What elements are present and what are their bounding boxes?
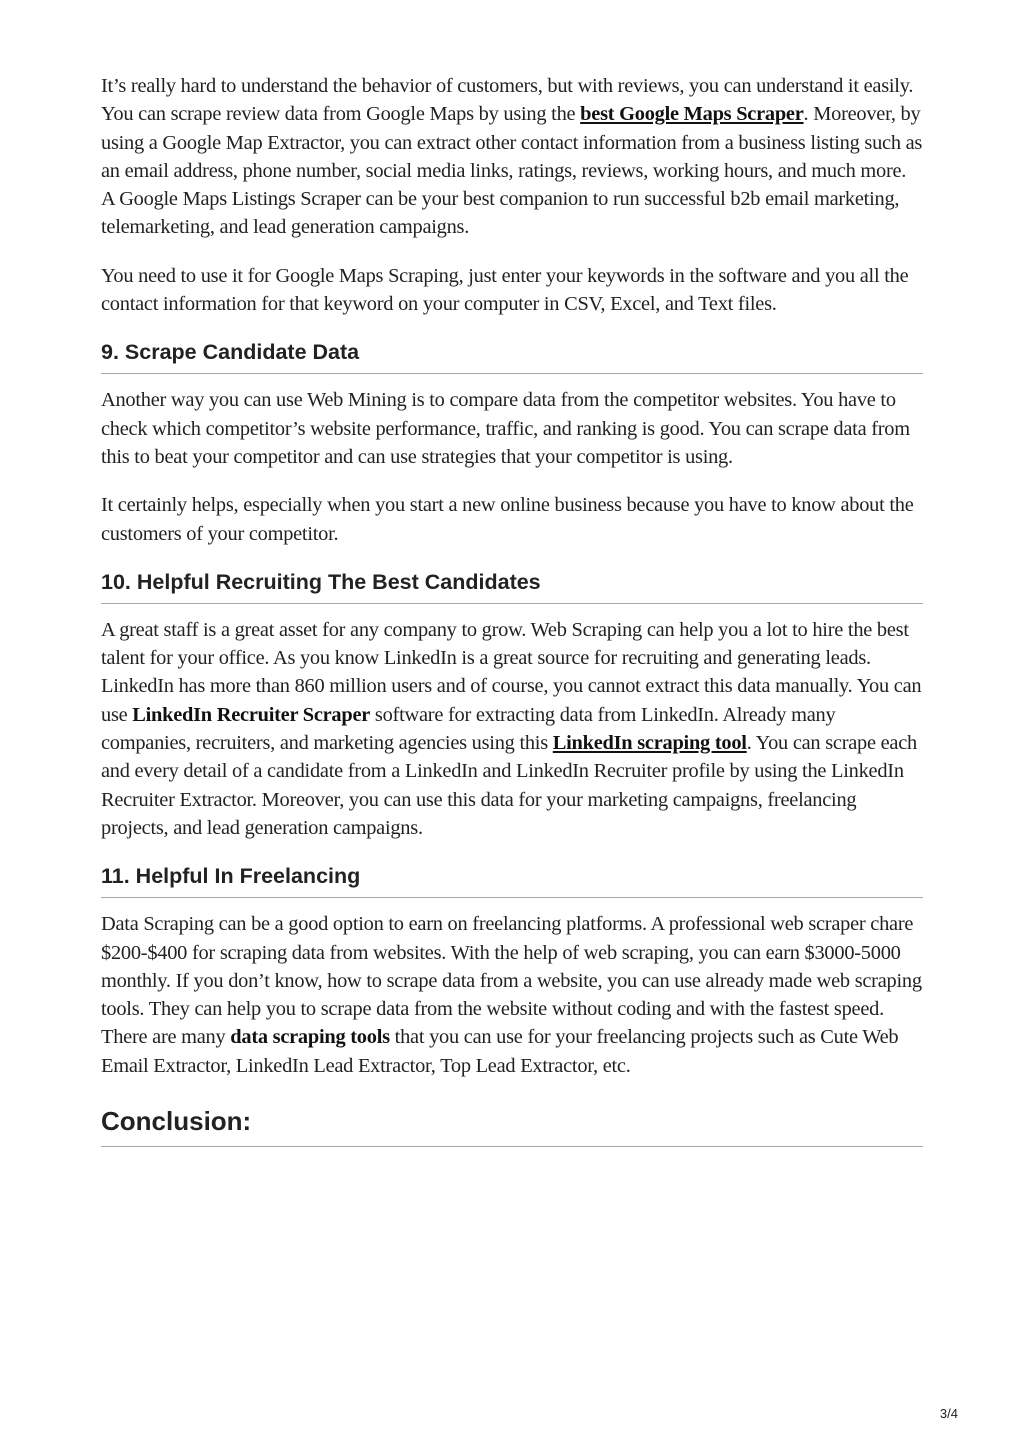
section-9-paragraph-2: It certainly helps, especially when you start a new online business because you have to know about the customers of your competitor. (101, 494, 914, 545)
section-9-paragraph-1: Another way you can use Web Mining is to compare data from the competitor websites. You have to check which competitor’s website performance, traffic, and ranking is good. You can scrape data from this to beat your competitor and can use strategies that your competitor is using. (101, 389, 910, 468)
section-11-paragraph: Data Scraping can be a good option to earn on freelancing platforms. A professional web scraper chare $200-$400 for scraping data from websites. With the help of web scraping, you can earn $3000-5000 monthly. If you don’t know, how to scrape data from a website, you can use already made web scraping tools. They can help you to scrape data from the website without coding and with the fastest speed. There are many data scraping tools that you can use for your freelancing projects such as Cute Web Email Extractor, LinkedIn Lead Extractor, Top Lead Extractor, etc. (101, 913, 922, 1077)
conclusion-heading: Conclusion: (101, 1104, 923, 1147)
section-10-heading: 10. Helpful Recruiting The Best Candidates (101, 568, 923, 604)
article-body (101, 72, 923, 1147)
section-11-heading: 11. Helpful In Freelancing (101, 862, 923, 898)
intro-paragraph-2: You need to use it for Google Maps Scraping, just enter your keywords in the software and you all the contact information for that keyword on your computer in CSV, Excel, and Text files. (101, 264, 909, 316)
linkedin-scraping-tool-link[interactable]: LinkedIn scraping tool (552, 732, 747, 755)
section-10-paragraph: A great staff is a great asset for any company to grow. Web Scraping can help you a lot to hire the best talent for your office. As you know LinkedIn is a great source for recruiting and generating leads. LinkedIn has more than 860 million users and of course, you cannot extract this data manually. You can use LinkedIn Recruiter Scraper software for extracting data from LinkedIn. Already many companies, recruiters, and marketing agencies using this LinkedIn scraping tool. You can scrape each and every detail of a candidate from a LinkedIn and LinkedIn Recruiter profile by using the LinkedIn Recruiter Extractor. Moreover, you can use this data for your marketing campaigns, freelancing projects, and lead generation campaigns. (101, 618, 922, 839)
linkedin-recruiter-scraper-bold: LinkedIn Recruiter Scraper (132, 703, 371, 726)
section-9-heading: 9. Scrape Candidate Data (101, 338, 923, 374)
intro-paragraph-1: It’s really hard to understand the behavior of customers, but with reviews, you can understand it easily. You can scrape review data from Google Maps by using the best Google Maps Scraper. Moreover, by using a Google Map Extractor, you can extract other contact information from a business listing such as an email address, phone number, social media links, ratings, reviews, working hours, and much more. A Google Maps Listings Scraper can be your best companion to run successful b2b email marketing, telemarketing, and lead generation campaigns. (101, 75, 923, 239)
google-maps-scraper-link[interactable]: best Google Maps Scraper (580, 103, 804, 126)
data-scraping-tools-bold: data scraping tools (230, 1026, 390, 1049)
page-number: 3/4 (939, 1406, 958, 1421)
